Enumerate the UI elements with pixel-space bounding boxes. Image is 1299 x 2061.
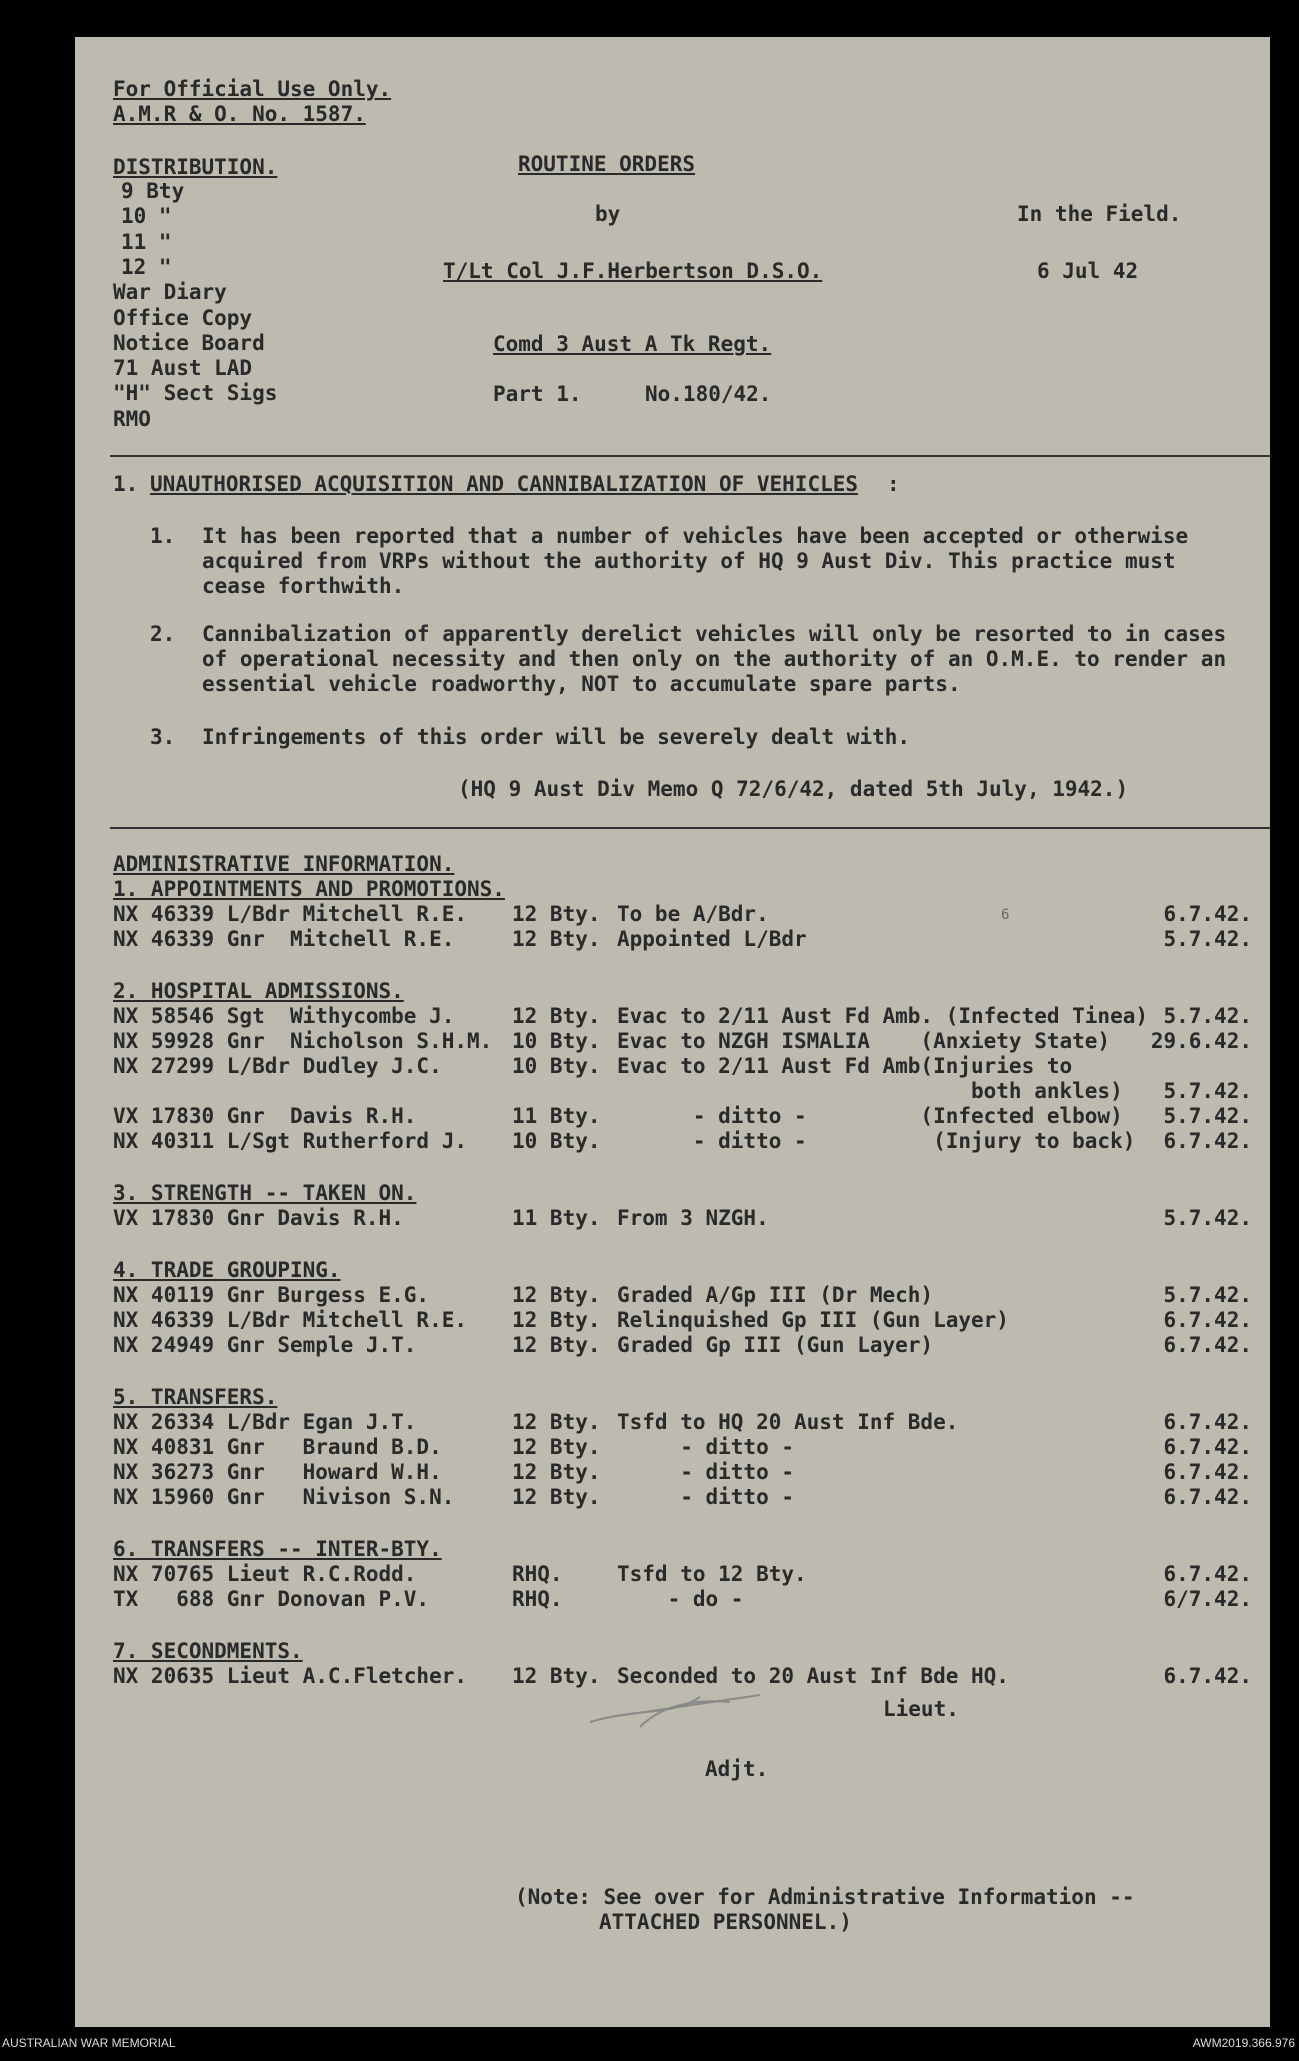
divider-top (110, 455, 1270, 457)
admin-row-date: 5.7.42. (1163, 1283, 1252, 1307)
distribution-item: RMO (113, 406, 151, 431)
section1-title: UNAUTHORISED ACQUISITION AND CANNIBALIZATION OF VEHICLES (150, 472, 859, 496)
admin-row-action: Graded Gp III (Gun Layer) (617, 1333, 934, 1357)
admin-row-name: TX 688 Gnr Donovan P.V. (113, 1587, 430, 1611)
admin-row-action: Evac to 2/11 Aust Fd Amb(Injuries to both ankles) (617, 1054, 1123, 1103)
distribution-item: 11 " (121, 229, 172, 254)
admin-row-date: 6.7.42. (1163, 1333, 1252, 1357)
admin-row-unit: 10 Bty. (512, 1129, 601, 1153)
admin-row-name: VX 17830 Gnr Davis R.H. (113, 1104, 417, 1128)
paragraph-text: Infringements of this order will be severely dealt with. (202, 725, 911, 749)
distribution-item: War Diary (113, 280, 227, 305)
admin-row-unit: 12 Bty. (512, 1333, 601, 1357)
admin-row-name: NX 40831 Gnr Braund B.D. (113, 1435, 442, 1459)
admin-section-heading: 2. HOSPITAL ADMISSIONS. (113, 979, 404, 1003)
admin-row-name: NX 70765 Lieut R.C.Rodd. (113, 1562, 417, 1586)
admin-row-action: Evac to NZGH ISMALIA (Anxiety State) (617, 1029, 1111, 1053)
admin-row-date: 5.7.42. (1163, 1104, 1252, 1128)
admin-row-date: 29.6.42. (1150, 1029, 1252, 1053)
note-line2: ATTACHED PERSONNEL.) (599, 1910, 852, 1934)
admin-row-name: NX 27299 L/Bdr Dudley J.C. (113, 1054, 442, 1078)
by-line: by (595, 202, 621, 226)
admin-row-unit: 12 Bty. (512, 1410, 601, 1434)
admin-row-unit: 12 Bty. (512, 1004, 601, 1028)
admin-section-heading: 4. TRADE GROUPING. (113, 1258, 341, 1282)
admin-row-date: 6.7.42. (1163, 1460, 1252, 1484)
admin-row-date: 6.7.42. (1163, 1562, 1252, 1586)
admin-row-action: Relinquished Gp III (Gun Layer) (617, 1308, 1009, 1332)
distribution-item: 12 " (121, 254, 172, 279)
margin-mark: 6 (1001, 907, 1010, 923)
document-title: ROUTINE ORDERS (518, 152, 696, 176)
admin-row-name: NX 26334 L/Bdr Egan J.T. (113, 1410, 417, 1434)
signature-role: Adjt. (705, 1757, 769, 1781)
signature-scribble (580, 1677, 780, 1742)
admin-row-unit: 12 Bty. (512, 1435, 601, 1459)
paragraph-number: 2. (150, 622, 176, 646)
official-use-line: For Official Use Only. (113, 77, 392, 101)
paragraph-number: 1. (150, 524, 176, 548)
admin-row-name: NX 40311 L/Sgt Rutherford J. (113, 1129, 468, 1153)
admin-row-date: 6.7.42. (1163, 1308, 1252, 1332)
amr-number: A.M.R & O. No. 1587. (113, 102, 366, 126)
admin-row-unit: 12 Bty. (512, 927, 601, 951)
admin-row-action: Seconded to 20 Aust Inf Bde HQ. (617, 1664, 1009, 1688)
distribution-item: 9 Bty (121, 179, 185, 203)
admin-row-date: 5.7.42. (1163, 1206, 1252, 1230)
paragraph-text: It has been reported that a number of vehicles have been accepted or otherwise acquired from VRPs without the authority of HQ 9 Aust Div. This practice must cease forthwith. (202, 524, 1189, 598)
admin-row-name: NX 36273 Gnr Howard W.H. (113, 1460, 442, 1484)
distribution-item: Notice Board (113, 330, 265, 355)
admin-row-date: 6.7.42. (1163, 1410, 1252, 1434)
admin-row-date: 5.7.42. (1163, 1079, 1252, 1103)
admin-row-unit: 11 Bty. (512, 1206, 601, 1230)
admin-row-unit: 12 Bty. (512, 1460, 601, 1484)
admin-row-date: 5.7.42. (1163, 1004, 1252, 1028)
admin-row-unit: RHQ. (512, 1562, 563, 1586)
admin-row-action: Appointed L/Bdr (617, 927, 807, 951)
admin-row-name: NX 58546 Sgt Withycombe J. (113, 1004, 455, 1028)
admin-row-name: NX 46339 L/Bdr Mitchell R.E. (113, 1308, 468, 1332)
admin-section-heading: 5. TRANSFERS. (113, 1385, 278, 1409)
distribution-item: 71 Aust LAD (113, 356, 253, 381)
order-number: No.180/42. (645, 382, 772, 406)
place-location: In the Field. (1017, 202, 1182, 226)
admin-row-unit: 11 Bty. (512, 1104, 601, 1128)
admin-row-action: From 3 NZGH. (617, 1206, 769, 1230)
admin-section-heading: 3. STRENGTH -- TAKEN ON. (113, 1181, 417, 1205)
admin-row-unit: RHQ. (512, 1587, 563, 1611)
admin-row-date: 6.7.42. (1163, 1435, 1252, 1459)
admin-row-unit: 12 Bty. (512, 1664, 601, 1688)
admin-row-action: Tsfd to HQ 20 Aust Inf Bde. (617, 1410, 959, 1434)
admin-row-date: 6.7.42. (1163, 1485, 1252, 1509)
admin-row-date: 6/7.42. (1163, 1587, 1252, 1611)
signature-rank: Lieut. (883, 1697, 959, 1721)
distribution-item: 10 " (121, 204, 172, 229)
document-page (75, 37, 1270, 2027)
admin-row-unit: 10 Bty. (512, 1054, 601, 1078)
note-line1: (Note: See over for Administrative Information -- (515, 1885, 1135, 1909)
admin-row-date: 6.7.42. (1163, 902, 1252, 926)
admin-row-name: NX 46339 Gnr Mitchell R.E. (113, 927, 455, 951)
officer-name: T/Lt Col J.F.Herbertson D.S.O. (443, 259, 823, 283)
admin-section-heading: 1. APPOINTMENTS AND PROMOTIONS. (113, 877, 505, 901)
divider-middle (110, 827, 1270, 829)
admin-row-action: - ditto - (617, 1460, 795, 1484)
admin-section-heading: 6. TRANSFERS -- INTER-BTY. (113, 1537, 442, 1561)
distribution-title: DISTRIBUTION. (113, 155, 278, 179)
section1-colon: : (887, 472, 900, 496)
admin-row-date: 6.7.42. (1163, 1664, 1252, 1688)
admin-row-action: To be A/Bdr. (617, 902, 769, 926)
footer-credit: AUSTRALIAN WAR MEMORIAL (2, 2036, 176, 2050)
admin-row-action: - ditto - (Injury to back) (617, 1129, 1136, 1153)
admin-row-unit: 10 Bty. (512, 1029, 601, 1053)
admin-row-date: 6.7.42. (1163, 1129, 1252, 1153)
admin-row-action: - ditto - (617, 1435, 795, 1459)
admin-row-name: NX 40119 Gnr Burgess E.G. (113, 1283, 430, 1307)
admin-row-action: Tsfd to 12 Bty. (617, 1562, 807, 1586)
admin-row-action: Graded A/Gp III (Dr Mech) (617, 1283, 934, 1307)
paragraph-number: 3. (150, 725, 176, 749)
distribution-item: Office Copy (113, 305, 253, 330)
admin-row-action: Evac to 2/11 Aust Fd Amb. (Infected Tinea) (617, 1004, 1149, 1028)
admin-row-name: NX 15960 Gnr Nivison S.N. (113, 1485, 455, 1509)
place-date: 6 Jul 42 (1037, 259, 1139, 283)
section1-reference: (HQ 9 Aust Div Memo Q 72/6/42, dated 5th July, 1942.) (458, 777, 1129, 801)
admin-row-unit: 12 Bty. (512, 1283, 601, 1307)
part-label: Part 1. (493, 382, 582, 406)
admin-row-action: - ditto - (617, 1485, 795, 1509)
admin-row-unit: 12 Bty. (512, 1308, 601, 1332)
section1-number: 1. (113, 472, 139, 496)
admin-row-unit: 12 Bty. (512, 902, 601, 926)
admin-row-date: 5.7.42. (1163, 927, 1252, 951)
admin-row-name: NX 46339 L/Bdr Mitchell R.E. (113, 902, 468, 926)
paragraph-text: Cannibalization of apparently derelict vehicles will only be resorted to in cases of operational necessity and then only on the authority of an O.M.E. to render an essential vehicle roadworthy, NOT to accumulate spare parts. (202, 622, 1227, 696)
footer-accession: AWM2019.366.976 (1192, 2036, 1295, 2050)
admin-row-action: - do - (617, 1587, 744, 1611)
admin-row-name: NX 20635 Lieut A.C.Fletcher. (113, 1664, 468, 1688)
admin-title: ADMINISTRATIVE INFORMATION. (113, 852, 455, 876)
admin-row-action: - ditto - (Infected elbow) (617, 1104, 1123, 1128)
command-line: Comd 3 Aust A Tk Regt. (493, 332, 772, 356)
distribution-item: "H" Sect Sigs (113, 381, 278, 406)
admin-section-heading: 7. SECONDMENTS. (113, 1639, 303, 1663)
admin-row-name: VX 17830 Gnr Davis R.H. (113, 1206, 404, 1230)
admin-row-name: NX 24949 Gnr Semple J.T. (113, 1333, 417, 1357)
admin-row-unit: 12 Bty. (512, 1485, 601, 1509)
admin-row-name: NX 59928 Gnr Nicholson S.H.M. (113, 1029, 493, 1053)
